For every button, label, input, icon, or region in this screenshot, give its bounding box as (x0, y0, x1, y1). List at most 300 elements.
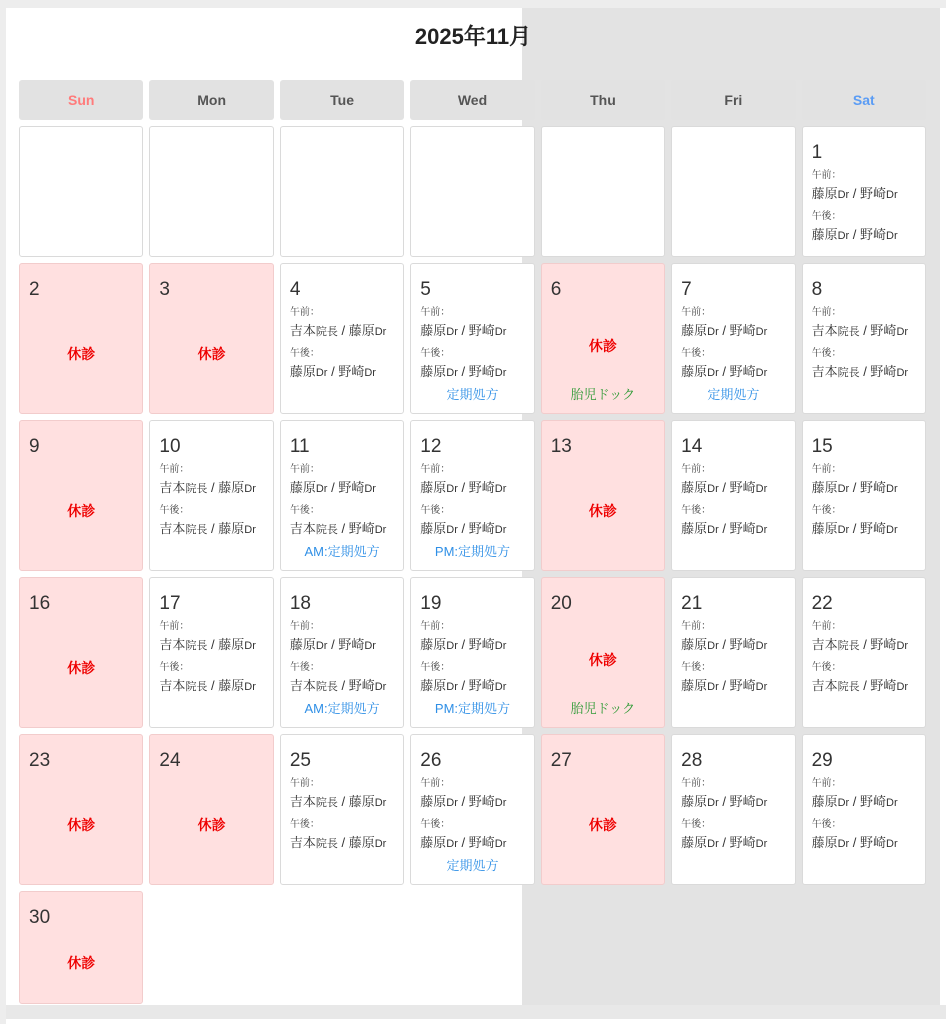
doctor-separator: / (849, 835, 861, 850)
am-label: 午前： (811, 778, 842, 789)
day-number: 5 (420, 279, 431, 300)
doctor-title: Dr (374, 326, 387, 338)
doctor-name: 藤原 (218, 637, 245, 652)
am-session (159, 620, 263, 654)
doctor-title: Dr (315, 483, 328, 495)
doctor-title: Dr (494, 640, 507, 652)
doctor-name: 野崎 (348, 678, 375, 693)
pm-label: 午後： (289, 348, 320, 359)
am-label: 午前： (420, 307, 451, 318)
pm-session (420, 347, 524, 381)
closed-day-cell (19, 734, 143, 885)
doctor-name: 吉本 (289, 521, 316, 536)
doctor-name: 野崎 (729, 637, 756, 652)
day-cell (280, 420, 404, 571)
closed-day-cell (541, 734, 665, 885)
am-doctors (681, 480, 785, 497)
doctor-separator: / (207, 678, 219, 693)
empty-day-cell (19, 126, 143, 257)
doctor-title: Dr (315, 640, 328, 652)
doctor-name: 野崎 (729, 835, 756, 850)
doctor-title: Dr (837, 797, 850, 809)
doctor-separator: / (718, 364, 730, 379)
doctor-name: 野崎 (870, 678, 897, 693)
doctor-title: Dr (707, 797, 719, 809)
doctor-name: 藤原 (681, 794, 708, 809)
closed-day-cell (541, 420, 665, 571)
doctor-separator: / (207, 637, 219, 652)
pm-label: 午後： (811, 348, 842, 359)
closed-label: 休診 (588, 338, 617, 354)
day-number: 15 (811, 436, 833, 457)
am-label: 午前： (289, 464, 320, 475)
closed-area (159, 301, 263, 403)
calendar-grid (19, 80, 926, 1004)
am-doctors (290, 794, 394, 811)
am-doctors (159, 480, 263, 497)
doctor-separator: / (327, 637, 339, 652)
day-number: 27 (550, 750, 572, 771)
doctor-title: Dr (837, 483, 850, 495)
am-session (812, 169, 916, 203)
doctor-name: 藤原 (811, 794, 838, 809)
doctor-title: Dr (886, 230, 898, 242)
doctor-name: 吉本 (159, 637, 186, 652)
closed-label: 休診 (588, 817, 617, 833)
pm-doctors (681, 678, 785, 695)
am-label: 午前： (420, 778, 451, 789)
day-number: 26 (420, 750, 442, 771)
doctor-name: 野崎 (729, 521, 756, 536)
closed-day-cell (541, 263, 665, 414)
closed-area (29, 615, 133, 717)
doctor-separator: / (337, 521, 349, 536)
doctor-title: Dr (374, 681, 387, 693)
am-doctors (812, 323, 916, 340)
day-cell (802, 263, 926, 414)
doctor-title: Dr (755, 640, 768, 652)
doctor-name: 藤原 (681, 521, 708, 536)
pm-doctors (420, 835, 524, 852)
doctor-title: Dr (494, 367, 507, 379)
am-session (290, 306, 394, 340)
doctor-separator: / (718, 794, 730, 809)
closed-label: 休診 (67, 660, 96, 676)
pm-doctors (420, 678, 524, 695)
doctor-name: 野崎 (468, 364, 495, 379)
doctor-title: Dr (886, 483, 898, 495)
doctor-name: 野崎 (338, 637, 365, 652)
day-number: 19 (420, 593, 442, 614)
doctor-name: 藤原 (289, 637, 316, 652)
am-doctors (420, 323, 524, 340)
day-number: 9 (29, 436, 40, 457)
pm-label: 午後： (159, 662, 190, 673)
doctor-name: 野崎 (860, 227, 887, 242)
doctor-name: 吉本 (159, 480, 186, 495)
am-doctors (812, 186, 916, 203)
am-label: 午前： (159, 621, 190, 632)
day-number: 22 (811, 593, 833, 614)
doctor-title: Dr (374, 524, 387, 536)
am-session (681, 620, 785, 654)
doctor-separator: / (718, 835, 730, 850)
doctor-title: Dr (315, 367, 328, 379)
doctor-name: 野崎 (860, 186, 887, 201)
doctor-title: Dr (837, 230, 850, 242)
doctor-title: 院長 (315, 524, 338, 536)
day-cell (280, 577, 404, 728)
day-number: 17 (159, 593, 181, 614)
doctor-title: Dr (446, 838, 458, 850)
doctor-name: 吉本 (289, 678, 316, 693)
doctor-title: Dr (886, 797, 898, 809)
weekday-header-sat: Sat (802, 80, 926, 120)
day-cell (410, 734, 534, 885)
doctor-name: 吉本 (811, 323, 838, 338)
doctor-name: 藤原 (420, 521, 447, 536)
doctor-name: 藤原 (348, 323, 375, 338)
doctor-title: Dr (886, 189, 898, 201)
doctor-title: Dr (244, 681, 256, 693)
doctor-name: 藤原 (811, 186, 838, 201)
pm-session (159, 661, 263, 695)
doctor-title: 院長 (185, 681, 208, 693)
am-label: 午前： (681, 464, 712, 475)
doctor-name: 野崎 (860, 794, 887, 809)
pm-session (159, 504, 263, 538)
am-label: 午前： (289, 307, 320, 318)
pm-session (812, 661, 916, 695)
doctor-name: 藤原 (420, 835, 447, 850)
doctor-name: 藤原 (420, 794, 447, 809)
am-session (420, 463, 524, 497)
doctor-name: 吉本 (159, 678, 186, 693)
doctor-name: 野崎 (468, 521, 495, 536)
am-label: 午前： (289, 778, 320, 789)
pm-session (812, 347, 916, 381)
am-doctors (420, 637, 524, 654)
day-number: 13 (550, 436, 572, 457)
doctor-name: 藤原 (681, 835, 708, 850)
doctor-title: Dr (494, 326, 507, 338)
pm-session (420, 504, 524, 538)
doctor-name: 野崎 (729, 364, 756, 379)
doctor-name: 藤原 (811, 521, 838, 536)
pm-doctors (290, 521, 394, 538)
closed-area (551, 458, 655, 560)
doctor-separator: / (327, 364, 339, 379)
day-cell (410, 577, 534, 728)
doctor-name: 藤原 (289, 480, 316, 495)
doctor-name: 野崎 (870, 323, 897, 338)
doctor-name: 野崎 (860, 480, 887, 495)
doctor-separator: / (457, 678, 469, 693)
pm-session (290, 818, 394, 852)
doctor-title: Dr (374, 838, 387, 850)
closed-label: 休診 (197, 346, 226, 362)
day-number: 11 (289, 436, 310, 457)
doctor-separator: / (337, 323, 349, 338)
doctor-title: Dr (494, 483, 507, 495)
day-cell (802, 734, 926, 885)
doctor-title: 院長 (185, 640, 208, 652)
doctor-title: Dr (446, 681, 458, 693)
day-number: 23 (29, 750, 51, 771)
am-doctors (681, 794, 785, 811)
pm-session (681, 661, 785, 695)
am-label: 午前： (811, 464, 842, 475)
doctor-separator: / (337, 678, 349, 693)
doctor-title: Dr (755, 797, 768, 809)
doctor-name: 野崎 (338, 364, 365, 379)
am-doctors (812, 637, 916, 654)
pm-label: 午後： (681, 348, 712, 359)
closed-label: 休診 (588, 503, 617, 519)
closed-day-cell (19, 577, 143, 728)
doctor-separator: / (859, 678, 871, 693)
doctor-title: Dr (707, 838, 719, 850)
pm-label: 午後： (681, 662, 712, 673)
pm-session (290, 661, 394, 695)
weekday-header-sun: Sun (19, 80, 143, 120)
closed-label: 休診 (197, 817, 226, 833)
doctor-title: 院長 (315, 838, 338, 850)
closed-area (551, 772, 655, 874)
day-cell (410, 263, 534, 414)
doctor-title: Dr (755, 326, 768, 338)
day-number: 30 (29, 907, 51, 928)
pm-doctors (681, 521, 785, 538)
day-cell (280, 734, 404, 885)
day-number: 14 (681, 436, 703, 457)
doctor-name: 藤原 (289, 364, 316, 379)
day-number: 21 (681, 593, 703, 614)
day-cell (149, 420, 273, 571)
pm-label: 午後： (420, 505, 451, 516)
doctor-separator: / (207, 521, 219, 536)
doctor-title: Dr (755, 483, 768, 495)
schedule-note: 定期処方 (446, 858, 499, 873)
am-session (290, 777, 394, 811)
day-number: 2 (29, 279, 40, 300)
pm-label: 午後： (811, 819, 842, 830)
am-doctors (420, 480, 524, 497)
closed-day-cell (149, 263, 273, 414)
am-label: 午前： (681, 778, 712, 789)
doctor-separator: / (859, 637, 871, 652)
weekday-header-mon: Mon (149, 80, 273, 120)
schedule-note: 胎児ドック (570, 701, 636, 716)
doctor-title: Dr (896, 681, 909, 693)
doctor-name: 藤原 (420, 480, 447, 495)
doctor-name: 野崎 (860, 521, 887, 536)
day-number: 25 (289, 750, 311, 771)
pm-doctors (812, 521, 916, 538)
doctor-separator: / (849, 227, 861, 242)
am-label: 午前： (420, 621, 451, 632)
doctor-name: 野崎 (468, 835, 495, 850)
doctor-title: Dr (364, 483, 376, 495)
closed-area (29, 772, 133, 874)
doctor-title: Dr (446, 326, 458, 338)
closed-day-cell (149, 734, 273, 885)
pm-doctors (290, 835, 394, 852)
page-frame-bottom (6, 1005, 946, 1019)
pm-doctors (290, 678, 394, 695)
am-session (812, 620, 916, 654)
empty-day-cell (671, 126, 795, 257)
am-session (159, 463, 263, 497)
pm-doctors (812, 835, 916, 852)
doctor-separator: / (337, 835, 349, 850)
doctor-title: Dr (446, 367, 458, 379)
day-number: 29 (811, 750, 833, 771)
day-number: 16 (29, 593, 51, 614)
doctor-title: Dr (707, 483, 719, 495)
day-cell (802, 126, 926, 257)
doctor-name: 藤原 (420, 323, 447, 338)
schedule-note: 定期処方 (446, 387, 499, 402)
closed-label: 休診 (67, 955, 96, 971)
doctor-name: 藤原 (218, 480, 245, 495)
doctor-separator: / (859, 364, 871, 379)
doctor-separator: / (457, 480, 469, 495)
doctor-separator: / (457, 794, 469, 809)
pm-session (681, 347, 785, 381)
pm-session (812, 210, 916, 244)
weekday-header-wed: Wed (410, 80, 534, 120)
day-cell (671, 420, 795, 571)
doctor-title: 院長 (315, 797, 338, 809)
am-session (420, 777, 524, 811)
am-session (290, 620, 394, 654)
am-label: 午前： (681, 307, 712, 318)
am-session (681, 777, 785, 811)
doctor-separator: / (337, 794, 349, 809)
pm-label: 午後： (811, 662, 842, 673)
doctor-name: 吉本 (811, 637, 838, 652)
day-number: 7 (681, 279, 692, 300)
doctor-title: Dr (494, 838, 507, 850)
doctor-title: Dr (446, 524, 458, 536)
doctor-separator: / (207, 480, 219, 495)
doctor-separator: / (849, 794, 861, 809)
doctor-name: 野崎 (468, 678, 495, 693)
day-cell (280, 263, 404, 414)
schedule-note: 定期処方 (707, 387, 760, 402)
doctor-separator: / (718, 637, 730, 652)
am-doctors (681, 323, 785, 340)
pm-doctors (812, 364, 916, 381)
am-label: 午前： (159, 464, 190, 475)
closed-area (29, 929, 133, 993)
doctor-title: Dr (886, 524, 898, 536)
doctor-name: 藤原 (218, 521, 245, 536)
pm-label: 午後： (420, 662, 451, 673)
doctor-title: Dr (244, 483, 256, 495)
closed-label: 休診 (67, 503, 96, 519)
doctor-name: 藤原 (218, 678, 245, 693)
doctor-name: 藤原 (420, 364, 447, 379)
doctor-title: Dr (494, 681, 507, 693)
pm-doctors (290, 364, 394, 381)
pm-session (290, 504, 394, 538)
doctor-title: Dr (707, 681, 719, 693)
am-doctors (159, 637, 263, 654)
doctor-title: Dr (886, 838, 898, 850)
pm-doctors (420, 364, 524, 381)
schedule-note: AM:定期処方 (304, 544, 380, 559)
am-session (420, 306, 524, 340)
am-label: 午前： (811, 170, 842, 181)
doctor-separator: / (457, 323, 469, 338)
doctor-title: 院長 (837, 681, 860, 693)
empty-day-cell (280, 126, 404, 257)
doctor-title: Dr (755, 367, 768, 379)
pm-label: 午後： (289, 662, 320, 673)
doctor-title: Dr (494, 797, 507, 809)
empty-day-cell (149, 126, 273, 257)
doctor-name: 野崎 (468, 480, 495, 495)
weekday-header-thu: Thu (541, 80, 665, 120)
doctor-separator: / (457, 521, 469, 536)
doctor-name: 藤原 (681, 364, 708, 379)
doctor-title: 院長 (837, 640, 860, 652)
doctor-name: 吉本 (289, 794, 316, 809)
doctor-name: 吉本 (811, 364, 838, 379)
doctor-title: Dr (896, 367, 909, 379)
doctor-name: 野崎 (729, 678, 756, 693)
am-label: 午前： (811, 621, 842, 632)
pm-doctors (159, 521, 263, 538)
day-number: 4 (289, 279, 301, 300)
am-session (812, 306, 916, 340)
doctor-name: 藤原 (681, 678, 708, 693)
doctor-separator: / (457, 364, 469, 379)
am-session (420, 620, 524, 654)
doctor-name: 野崎 (468, 323, 495, 338)
doctor-title: Dr (244, 524, 256, 536)
closed-day-cell (19, 420, 143, 571)
day-number: 20 (550, 593, 572, 614)
am-label: 午前： (289, 621, 320, 632)
doctor-name: 野崎 (860, 835, 887, 850)
doctor-name: 藤原 (681, 323, 708, 338)
am-label: 午前： (681, 621, 712, 632)
closed-day-cell (19, 891, 143, 1004)
am-doctors (812, 480, 916, 497)
am-session (812, 463, 916, 497)
empty-day-cell (541, 126, 665, 257)
doctor-name: 吉本 (289, 323, 316, 338)
pm-label: 午後： (681, 505, 712, 516)
day-cell (410, 420, 534, 571)
pm-doctors (812, 227, 916, 244)
closed-area (159, 772, 263, 874)
doctor-separator: / (457, 835, 469, 850)
doctor-separator: / (718, 678, 730, 693)
pm-session (812, 818, 916, 852)
doctor-name: 野崎 (729, 480, 756, 495)
pm-session (812, 504, 916, 538)
doctor-title: Dr (837, 838, 850, 850)
doctor-title: Dr (896, 326, 909, 338)
doctor-name: 野崎 (468, 794, 495, 809)
doctor-separator: / (457, 637, 469, 652)
doctor-title: Dr (707, 524, 719, 536)
day-cell (671, 734, 795, 885)
